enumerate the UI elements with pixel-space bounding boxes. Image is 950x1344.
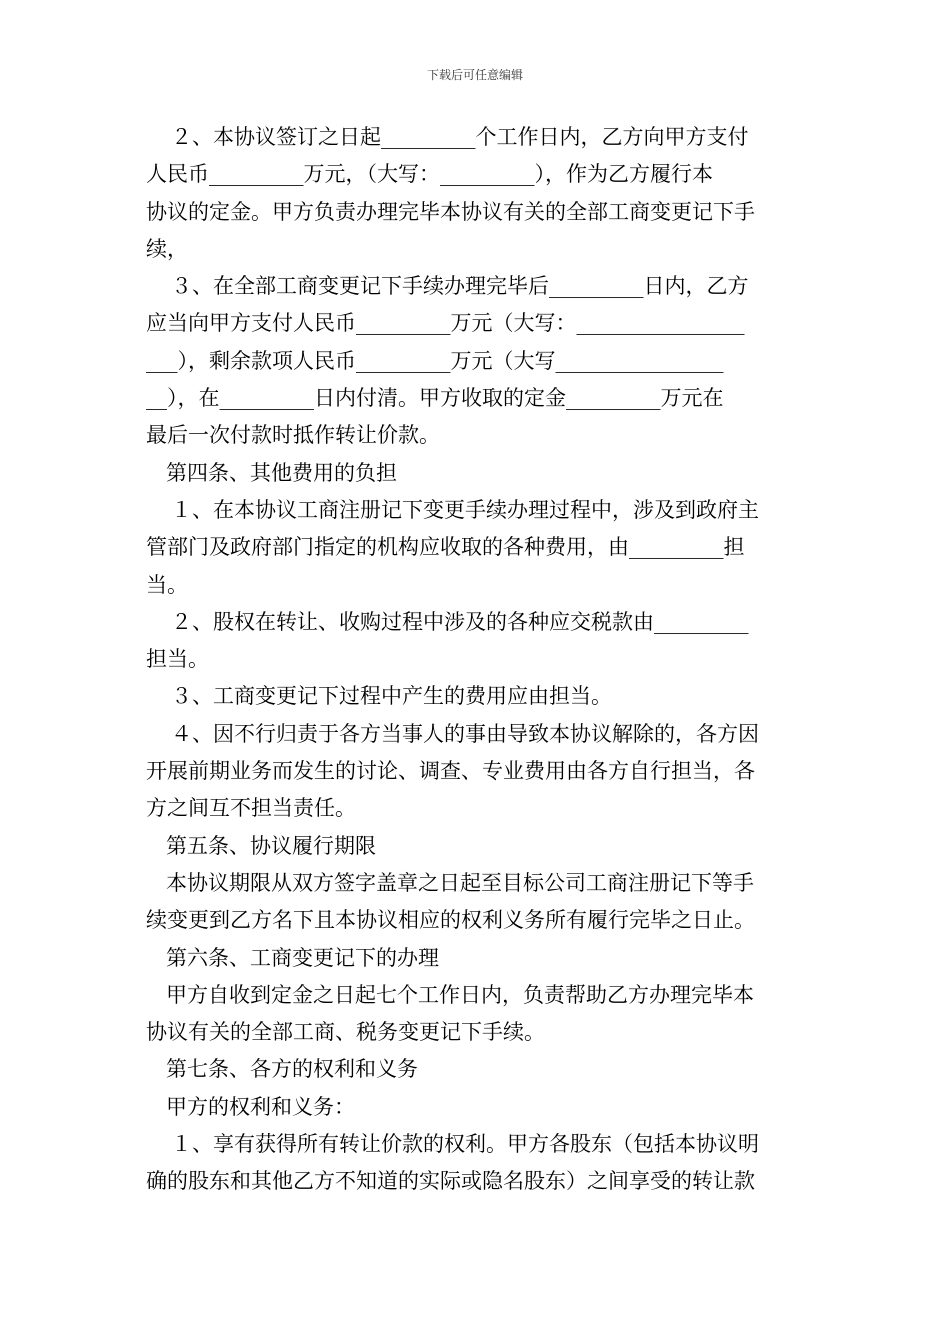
section-heading: 第七条、各方的权利和义务 <box>166 1057 418 1082</box>
text-line: 本协议期限从双方签字盖章之日起至目标公司工商注册记下等手 <box>166 870 754 895</box>
text-line: __），在_________日内付清。甲方收取的定金_________万元在 <box>146 386 724 411</box>
text-line: 方之间互不担当责任。 <box>146 796 356 821</box>
text-line: 协议有关的全部工商、税务变更记下手续。 <box>146 1020 545 1045</box>
text-line: ３、工商变更记下过程中产生的费用应由担当。 <box>171 684 612 709</box>
text-line: ４、因不行归责于各方当事人的事由导致本协议解除的，各方因 <box>171 721 759 746</box>
section-heading: 第四条、其他费用的负担 <box>166 460 397 485</box>
text-line: ３、在全部工商变更记下手续办理完毕后_________日内，乙方 <box>171 274 749 299</box>
text-line: 甲方的权利和义务： <box>166 1094 355 1119</box>
section-heading: 第五条、协议履行期限 <box>166 833 376 858</box>
text-line: 最后一次付款时抵作转让价款。 <box>146 423 440 448</box>
text-line: 担当。 <box>146 647 209 672</box>
text-line: １、在本协议工商注册记下变更手续办理过程中，涉及到政府主 <box>171 497 759 522</box>
text-line: 甲方自收到定金之日起七个工作日内，负责帮助乙方办理完毕本 <box>166 982 754 1007</box>
text-line: 管部门及政府部门指定的机构应收取的各种费用，由_________担 <box>146 535 745 560</box>
text-line: 人民币_________万元，（大写：_________），作为乙方履行本 <box>146 162 713 187</box>
text-line: 续， <box>146 236 188 261</box>
section-heading: 第六条、工商变更记下的办理 <box>166 945 439 970</box>
text-line: 应当向甲方支付人民币_________万元（大写：________________ <box>146 311 745 336</box>
text-line: 当。 <box>146 572 188 597</box>
text-line: 确的股东和其他乙方不知道的实际或隐名股东）之间享受的转让款 <box>146 1169 755 1194</box>
text-line: ___），剩余款项人民币_________万元（大写________________ <box>146 348 724 373</box>
text-line: ２、股权在转让、收购过程中涉及的各种应交税款由_________ <box>171 609 749 634</box>
text-line: １、享有获得所有转让价款的权利。甲方各股东（包括本协议明 <box>171 1132 759 1157</box>
text-line: 开展前期业务而发生的讨论、调查、专业费用由各方自行担当，各 <box>146 759 755 784</box>
text-line: 续变更到乙方名下且本协议相应的权利义务所有履行完毕之日止。 <box>146 908 755 933</box>
text-line: 协议的定金。甲方负责办理完毕本协议有关的全部工商变更记下手 <box>146 199 755 224</box>
document-body <box>146 119 810 1201</box>
text-line: ２、本协议签订之日起_________个工作日内，乙方向甲方支付 <box>171 125 749 149</box>
page-header: 下载后可任意编辑 <box>426 68 523 82</box>
